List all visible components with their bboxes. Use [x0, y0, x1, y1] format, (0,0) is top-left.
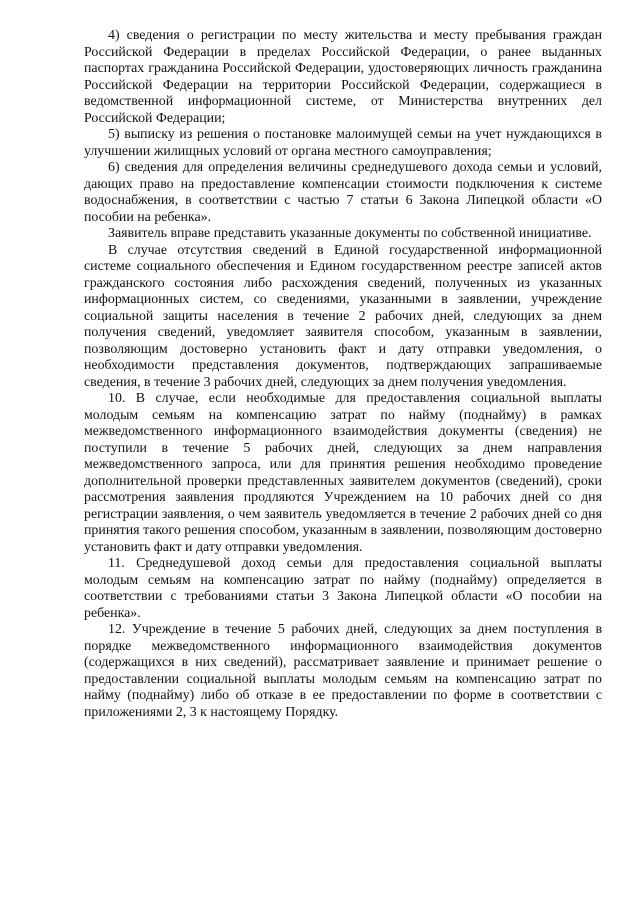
paragraph-item-6: 6) сведения для определения величины среднедушевого дохода семьи и условий, дающих право на предоставление компенсации стоимости подключения к системе водоснабжения, в соответствии с частью 7 статьи 6 Закона Липецкой области «О пособии на ребенка».: [84, 160, 602, 225]
paragraph-clause-11: 11. Среднедушевой доход семьи для предоставления социальной выплаты молодым семьям на компенсацию затрат по найму (поднайму) определяется в соответствии с требованиями статьи 3 Закона Липецкой области «О пособии на ребенка».: [84, 556, 602, 621]
paragraph-item-4: 4) сведения о регистрации по месту жительства и месту пребывания граждан Российской Федерации в пределах Российской Федерации, о ранее выданных паспортах гражданина Российской Федерации, удостоверяющих личность гражданина Российской Федерации на территории Российской Федерации, содержащиеся в ведомственной информационной системе, от Министерства внутренних дел Российской Федерации;: [84, 28, 602, 126]
paragraph-missing-data: В случае отсутствия сведений в Единой государственной информационной системе социального обеспечения и Едином государственном реестре записей актов гражданского состояния либо расхождения сведений, полученных из указанных информационных систем, со сведениями, указанными в заявлении, учреждение социальной защиты населения в течение 2 рабочих дней, следующих за днем получения сведений, уведомляет заявителя способом, указанным в заявлении, позволяющим достоверно установить факт и дату отправки уведомления, о необходимости представления документов, подтверждающих запрашиваемые сведения, в течение 3 рабочих дней, следующих за днем получения уведомления.: [84, 242, 602, 390]
paragraph-clause-12: 12. Учреждение в течение 5 рабочих дней, следующих за днем поступления в порядке межведомственного информационного взаимодействия документов (содержащихся в них сведений), рассматривает заявление и принимает решение о предоставлении социальной выплаты молодым семьям на компенсацию затрат по найму (поднайму) либо об отказе в ее предоставлении по форме в соответствии с приложениями 2, 3 к настоящему Порядку.: [84, 622, 602, 720]
paragraph-clause-10: 10. В случае, если необходимые для предоставления социальной выплаты молодым семьям на компенсацию затрат по найму (поднайму) в рамках межведомственного информационного взаимодействия документы (сведения) не поступили в течение 5 рабочих дней, следующих за днем направления межведомственного запроса, или для принятия решения необходимо проведение дополнительной проверки представленных заявителем документов (сведений), сроки рассмотрения заявления продляются Учреждением на 10 рабочих дней со дня регистрации заявления, о чем заявитель уведомляется в течение 2 рабочих дней со дня принятия такого решения способом, указанным в заявлении, позволяющим достоверно установить факт и дату отправки уведомления.: [84, 391, 602, 555]
paragraph-item-5: 5) выписку из решения о постановке малоимущей семьи на учет нуждающихся в улучшении жилищных условий от органа местного самоуправления;: [84, 127, 602, 159]
document-page: [84, 28, 602, 721]
paragraph-applicant-right: Заявитель вправе представить указанные документы по собственной инициативе.: [108, 226, 592, 241]
